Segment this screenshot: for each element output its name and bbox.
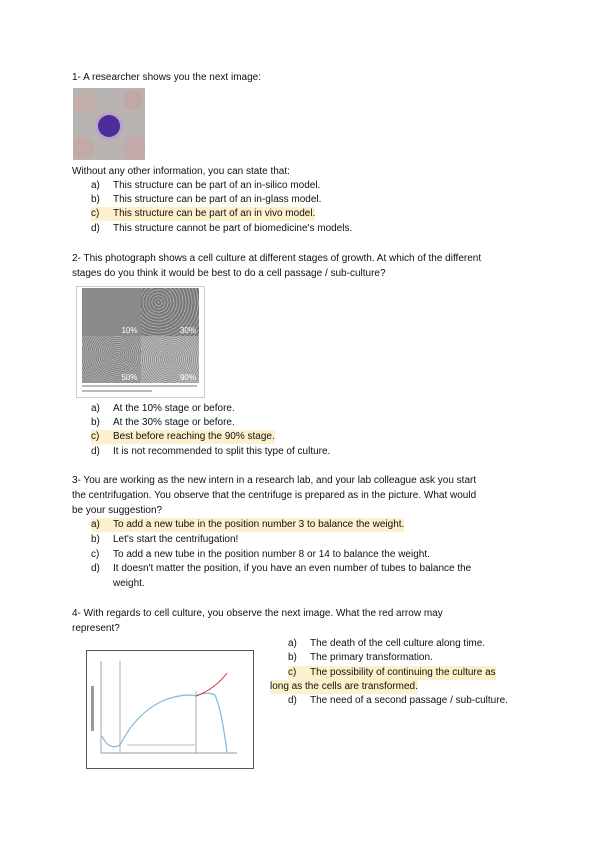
question-4-prompt-line-2: represent? xyxy=(72,623,120,634)
question-2-prompt-line-2: stages do you think it would be best to do a cell passage / sub-culture? xyxy=(72,268,386,279)
q4-option-a[interactable] xyxy=(288,637,485,651)
option-key: b) xyxy=(91,534,100,545)
blood-cell-image xyxy=(73,88,145,160)
q2-option-c-highlighted[interactable] xyxy=(91,430,275,444)
question-3-prompt-line-3: be your suggestion? xyxy=(72,505,163,516)
option-key: a) xyxy=(288,638,297,649)
option-key: d) xyxy=(91,563,100,574)
option-text: This structure can be part of an in-glass model. xyxy=(113,194,322,205)
option-text: This structure cannot be part of biomedicine's models. xyxy=(113,223,353,234)
option-text: At the 10% stage or before. xyxy=(113,403,235,414)
q2-option-d[interactable] xyxy=(91,445,330,459)
q1-option-d[interactable] xyxy=(91,222,352,236)
q3-option-d-continuation: weight. xyxy=(113,578,145,589)
option-key: c) xyxy=(91,549,100,560)
option-key: d) xyxy=(288,695,297,706)
option-key: c) xyxy=(288,667,297,678)
question-3-prompt-line-1: 3- You are working as the new intern in a research lab, and your lab colleague ask you start xyxy=(72,475,477,486)
cell-culture-stages-image xyxy=(76,286,205,398)
cell-growth-curve-figure xyxy=(86,650,254,769)
q1-option-a[interactable] xyxy=(91,179,320,193)
option-text: It is not recommended to split this type of culture. xyxy=(113,446,331,457)
q3-option-d[interactable] xyxy=(91,562,471,576)
q4-option-b[interactable] xyxy=(288,651,433,665)
option-text: To add a new tube in the position number 3 to balance the weight. xyxy=(113,519,405,530)
question-2-prompt-line-1: 2- This photograph shows a cell culture at different stages of growth. At which of the different xyxy=(72,253,482,264)
option-text: The possibility of continuing the culture as xyxy=(310,667,496,678)
q3-option-a-highlighted[interactable] xyxy=(91,518,404,532)
q2-option-b[interactable] xyxy=(91,416,235,430)
q4-option-c-highlighted[interactable] xyxy=(288,666,496,680)
question-1-prompt: 1- A researcher shows you the next image: xyxy=(72,72,261,83)
q3-option-b[interactable] xyxy=(91,533,238,547)
q1-option-c-highlighted[interactable] xyxy=(91,207,315,221)
option-text: The need of a second passage / sub-culture. xyxy=(310,695,508,706)
stage-label-10: 10% xyxy=(121,325,138,335)
q2-option-a[interactable] xyxy=(91,402,235,416)
option-text: The death of the cell culture along time. xyxy=(310,638,486,649)
q4-option-c-continuation: long as the cells are transformed. xyxy=(270,681,418,692)
option-key: a) xyxy=(91,519,100,530)
question-1-lead: Without any other information, you can state that: xyxy=(72,166,290,177)
option-key: d) xyxy=(91,223,100,234)
q3-option-c[interactable] xyxy=(91,548,430,562)
stage-label-30: 30% xyxy=(179,325,196,335)
option-text: The primary transformation. xyxy=(310,652,433,663)
option-text: It doesn't matter the position, if you have an even number of tubes to balance the xyxy=(113,563,472,574)
option-text: To add a new tube in the position number 8 or 14 to balance the weight. xyxy=(113,549,430,560)
question-4-prompt-line-1: 4- With regards to cell culture, you observe the next image. What the red arrow may xyxy=(72,608,443,619)
option-text: This structure can be part of an in vivo model. xyxy=(113,208,316,219)
option-text: This structure can be part of an in-silico model. xyxy=(113,180,321,191)
stage-label-50: 50% xyxy=(121,373,138,382)
option-text: Best before reaching the 90% stage. xyxy=(113,431,275,442)
q4-option-d[interactable] xyxy=(288,694,508,708)
option-text: Let's start the centrifugation! xyxy=(113,534,239,545)
option-key: a) xyxy=(91,403,100,414)
stage-label-90: 90% xyxy=(179,373,196,382)
question-3-prompt-line-2: the centrifugation. You observe that the centrifuge is prepared as in the picture. What would xyxy=(72,490,477,501)
q1-option-b[interactable] xyxy=(91,193,321,207)
option-key: b) xyxy=(91,194,100,205)
option-key: d) xyxy=(91,446,100,457)
option-key: c) xyxy=(91,431,100,442)
option-key: b) xyxy=(288,652,297,663)
option-key: b) xyxy=(91,417,100,428)
option-key: c) xyxy=(91,208,100,219)
option-key: a) xyxy=(91,180,100,191)
option-text: At the 30% stage or before. xyxy=(113,417,235,428)
